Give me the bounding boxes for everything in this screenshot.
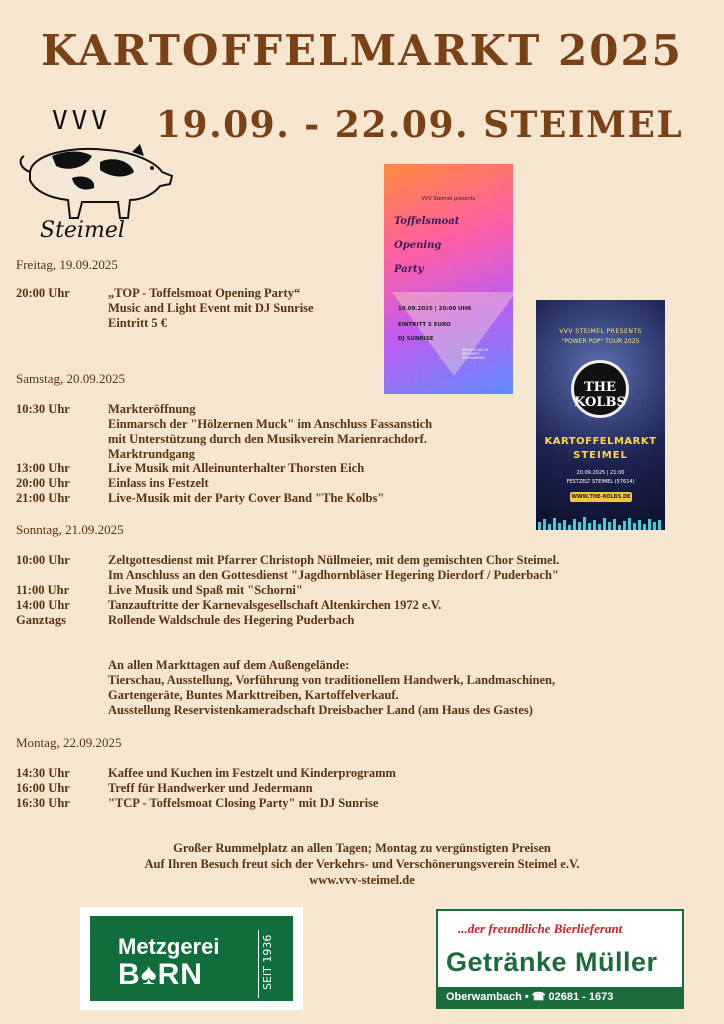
poster-title-line: Party: [394, 264, 424, 275]
poster-info-line: DJ SUNRISE: [398, 336, 434, 342]
sponsor-getraenke-mueller[interactable]: [436, 909, 684, 1009]
opening-party-poster: [384, 164, 513, 394]
sponsor-slogan: ...der freundliche Bierlieferant: [458, 921, 623, 936]
schedule-desc: Marktrundgang: [108, 447, 195, 461]
schedule-desc: Zeltgottesdienst mit Pfarrer Christoph Nüllmeier, mit dem gemischten Chor Steimel.: [108, 553, 560, 567]
schedule-time: 16:30 Uhr: [16, 796, 70, 810]
sponsor-name: Getränke Müller: [446, 947, 658, 977]
poster-title-line: Toffelsmoat: [394, 216, 460, 227]
poster-triangle: [392, 292, 513, 376]
schedule-time: 11:00 Uhr: [16, 583, 70, 597]
schedule-time: 20:00 Uhr: [16, 476, 70, 490]
sponsor-panel: [90, 916, 293, 1001]
schedule-desc: Tanzauftritte der Karnevalsgesellschaft Altenkirchen 1972 e.V.: [108, 598, 442, 612]
schedule-desc: Live Musik mit Alleinunterhalter Thorsten Eich: [108, 461, 365, 475]
market-days-line: An allen Markttagen auf dem Außengelände:: [108, 658, 350, 672]
sponsor-name-line: Metzgerei: [118, 934, 220, 959]
equalizer-icon: [536, 516, 665, 530]
poster-headline: STEIMEL: [573, 450, 628, 461]
logo-steimel-text: Steimel: [40, 218, 125, 243]
sponsor-metzgerei-born[interactable]: [80, 907, 303, 1010]
schedule-desc: Treff für Handwerker und Jedermann: [108, 781, 313, 795]
kolbs-poster: [536, 300, 665, 530]
schedule-desc: Music and Light Event mit DJ Sunrise: [108, 301, 314, 315]
market-days-line: Tierschau, Ausstellung, Vorführung von traditionellem Handwerk, Landmaschinen,: [108, 673, 556, 687]
sponsor-since: [258, 930, 280, 998]
schedule-time: 21:00 Uhr: [16, 491, 70, 505]
footer-line: Auf Ihren Besuch freut sich der Verkehrs- und Verschönerungsverein Steimel e.V.: [144, 857, 580, 871]
schedule-desc: Im Anschluss an den Gottesdienst "Jagdhornbläser Hegering Dierdorf / Puderbach": [108, 568, 559, 582]
poster-presenter: VVV STEIMEL PRESENTS: [559, 328, 642, 335]
schedule-time: 14:00 Uhr: [16, 598, 70, 612]
schedule-desc: Einlass ins Festzelt: [108, 476, 209, 490]
poster-headline: KARTOFFELMARKT: [544, 436, 657, 447]
footer-line: Großer Rummelplatz an allen Tagen; Montag zu vergünstigten Preisen: [173, 841, 551, 855]
schedule-desc: „TOP - Toffelsmoat Opening Party“: [108, 286, 301, 300]
sponsor-contact: Oberwambach • ☎ 02681 - 1673: [438, 987, 682, 1007]
day-heading-friday: Freitag, 19.09.2025: [16, 257, 118, 272]
event-dates: 19.09. - 22.09. STEIMEL: [156, 104, 684, 146]
schedule-time: 20:00 Uhr: [16, 286, 70, 300]
schedule-desc: Markteröffnung: [108, 402, 196, 416]
poster-presenter: VVV Steimel presents: [421, 196, 476, 202]
schedule-time: 13:00 Uhr: [16, 461, 70, 475]
band-name: THE KOLBS: [574, 380, 626, 410]
schedule-desc: Rollende Waldschule des Hegering Puderbach: [108, 613, 355, 627]
schedule-time: Ganztags: [16, 613, 66, 627]
schedule-time: 10:30 Uhr: [16, 402, 70, 416]
pig-icon: [12, 142, 177, 222]
market-days-line: Gartengeräte, Buntes Markttreiben, Kartoffelverkauf.: [108, 688, 399, 702]
schedule-desc: Live Musik und Spaß mit "Schorni": [108, 583, 303, 597]
poster-title-line: Opening: [394, 240, 442, 251]
poster-info-line: EINTRITT 5 EURO: [398, 322, 451, 328]
poster-tour: "POWER POP" TOUR 2025: [561, 338, 640, 345]
sponsor-since-text: SEIT 1936: [261, 934, 274, 990]
day-heading-sunday: Sonntag, 21.09.2025: [16, 522, 124, 537]
schedule-desc: Kaffee und Kuchen im Festzelt und Kinderprogramm: [108, 766, 396, 780]
schedule-time: 14:30 Uhr: [16, 766, 70, 780]
schedule-desc: Einmarsch der "Hölzernen Muck" im Anschluss Fassanstich: [108, 417, 433, 431]
day-heading-monday: Montag, 22.09.2025: [16, 735, 122, 750]
schedule-desc: Live-Musik mit der Party Cover Band "The Kolbs": [108, 491, 385, 505]
band-badge: [571, 360, 629, 418]
sponsor-name-line: B♠RN: [118, 958, 203, 991]
schedule-time: 10:00 Uhr: [16, 553, 70, 567]
schedule-desc: Eintritt 5 €: [108, 316, 168, 330]
website-link[interactable]: www.vvv-steimel.de: [309, 873, 415, 887]
poster-info-line: 19.09.2025 | 20:00 UHR: [398, 306, 472, 312]
logo-vvv-text: VVV: [52, 106, 111, 136]
poster-url: WWW.THE-KOLBS.DE: [571, 494, 631, 500]
page-title: KARTOFFELMARKT 2025: [41, 26, 683, 75]
poster-note: EINLASS AB 18 SECURITY VORHANDEN: [462, 348, 489, 360]
vvv-logo: [12, 106, 177, 246]
market-days-line: Ausstellung Reservistenkameradschaft Dreisbacher Land (am Haus des Gastes): [108, 703, 533, 717]
schedule-desc: mit Unterstützung durch den Musikverein Marienrachdorf.: [108, 432, 427, 446]
day-heading-saturday: Samstag, 20.09.2025: [16, 371, 126, 386]
poster-date: 20.09.2025 | 21:00: [576, 470, 625, 476]
schedule-time: 16:00 Uhr: [16, 781, 70, 795]
schedule-desc: "TCP - Toffelsmoat Closing Party" mit DJ Sunrise: [108, 796, 379, 810]
poster-place: FESTZELT STEIMEL (57614): [566, 479, 635, 485]
